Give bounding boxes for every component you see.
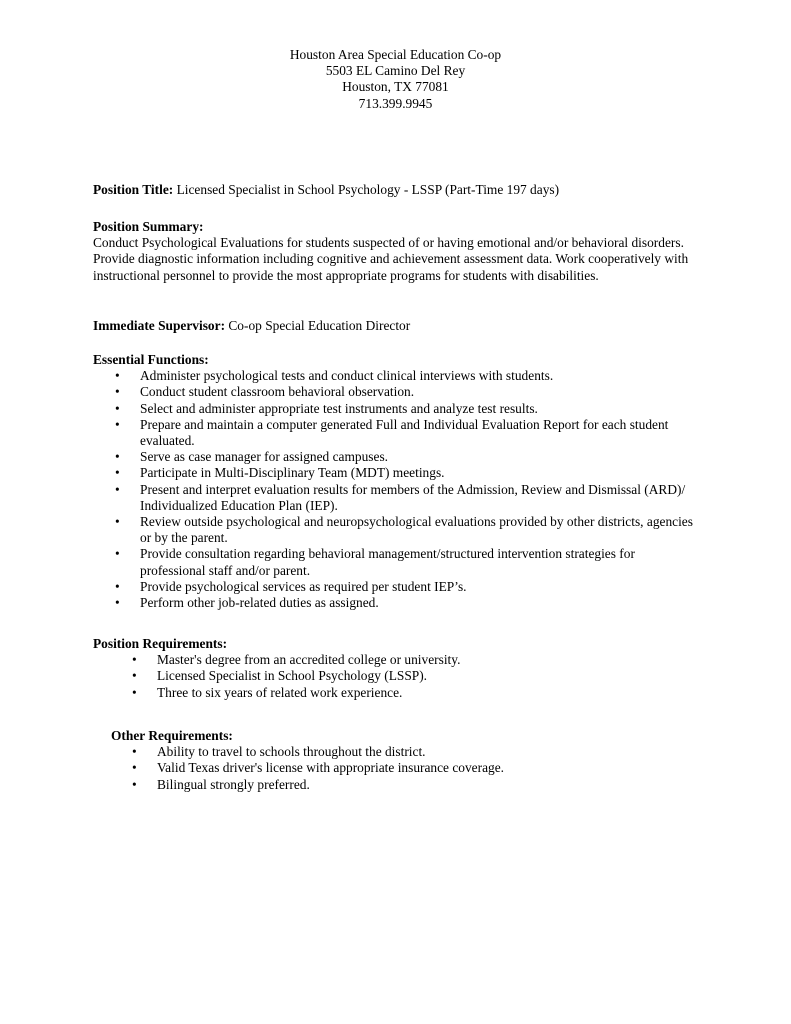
supervisor-value: Co-op Special Education Director	[225, 318, 411, 333]
bullet-icon: •	[132, 668, 137, 684]
other-requirements-list	[132, 744, 711, 793]
list-item: • Conduct student classroom behavioral observation.	[115, 384, 415, 400]
bullet-icon: •	[115, 595, 120, 611]
position-title-value: Licensed Specialist in School Psychology - LSSP (Part-Time 197 days)	[173, 182, 560, 197]
list-item: • Participate in Multi-Disciplinary Team (MDT) meetings.	[115, 465, 445, 481]
list-item: • Licensed Specialist in School Psychology (LSSP).	[132, 668, 428, 684]
position-title-label: Position Title:	[93, 182, 174, 197]
phone-number: 713.399.9945	[358, 95, 433, 111]
bullet-icon: •	[115, 514, 120, 530]
list-item: • Bilingual strongly preferred.	[132, 776, 310, 792]
position-summary-text: Conduct Psychological Evaluations for students suspected of or having emotional and/or behavioral disorders. Provide diagnostic information including cognitive and achievement assessment data. Work cooperatively with instructional personnel to provide the most appropriate programs for students with disabilities.	[93, 235, 689, 283]
bullet-icon: •	[115, 449, 120, 465]
list-item: • Master's degree from an accredited college or university.	[132, 652, 461, 668]
essential-functions-label: Essential Functions:	[93, 352, 209, 367]
bullet-icon: •	[115, 465, 120, 481]
list-item: • Present and interpret evaluation results for members of the Admission, Review and Dismissal (ARD)/ Individualized Education Plan (IEP).	[115, 481, 686, 513]
list-item: • Serve as case manager for assigned campuses.	[115, 449, 389, 465]
org-name: Houston Area Special Education Co-op	[289, 47, 502, 62]
list-item: • Three to six years of related work experience.	[132, 684, 403, 700]
list-item: • Provide consultation regarding behavioral management/structured intervention strategies for professional staff and/or parent.	[115, 546, 635, 578]
other-requirements-section	[111, 728, 711, 793]
supervisor-line	[93, 318, 693, 334]
position-requirements-list	[132, 652, 693, 701]
city-state-zip: Houston, TX 77081	[342, 79, 449, 95]
other-requirements-label: Other Requirements:	[111, 728, 233, 743]
position-summary-label: Position Summary:	[93, 219, 204, 234]
bullet-icon: •	[115, 384, 120, 400]
position-requirements-label: Position Requirements:	[93, 636, 228, 651]
bullet-icon: •	[132, 776, 137, 792]
list-item: • Valid Texas driver's license with appropriate insurance coverage.	[132, 760, 505, 776]
bullet-icon: •	[115, 546, 120, 562]
bullet-icon: •	[132, 652, 137, 668]
list-item: • Prepare and maintain a computer generated Full and Individual Evaluation Report for each student evaluated.	[115, 416, 669, 449]
list-item: • Administer psychological tests and conduct clinical interviews with students.	[115, 368, 554, 384]
essential-functions-list	[115, 368, 693, 611]
bullet-icon: •	[115, 416, 120, 432]
bullet-icon: •	[115, 578, 120, 594]
list-item: • Select and administer appropriate test instruments and analyze test results.	[115, 400, 538, 416]
bullet-icon: •	[132, 744, 137, 760]
street-address: 5503 EL Camino Del Rey	[325, 63, 466, 79]
list-item: • Perform other job-related duties as assigned.	[115, 595, 379, 611]
bullet-icon: •	[115, 368, 120, 384]
letterhead	[0, 47, 791, 112]
essential-functions-section	[93, 352, 693, 611]
bullet-icon: •	[115, 400, 120, 416]
position-title-line	[93, 182, 693, 198]
position-summary-section	[93, 219, 693, 284]
bullet-icon: •	[115, 481, 120, 497]
list-item: • Ability to travel to schools throughout the district.	[132, 744, 426, 760]
list-item: • Review outside psychological and neuropsychological evaluations provided by other districts, agencies or by the parent.	[115, 514, 693, 546]
list-item: • Provide psychological services as required per student IEP’s.	[115, 578, 467, 594]
position-requirements-section	[93, 636, 693, 701]
bullet-icon: •	[132, 684, 137, 700]
supervisor-label: Immediate Supervisor:	[93, 318, 226, 333]
bullet-icon: •	[132, 760, 137, 776]
